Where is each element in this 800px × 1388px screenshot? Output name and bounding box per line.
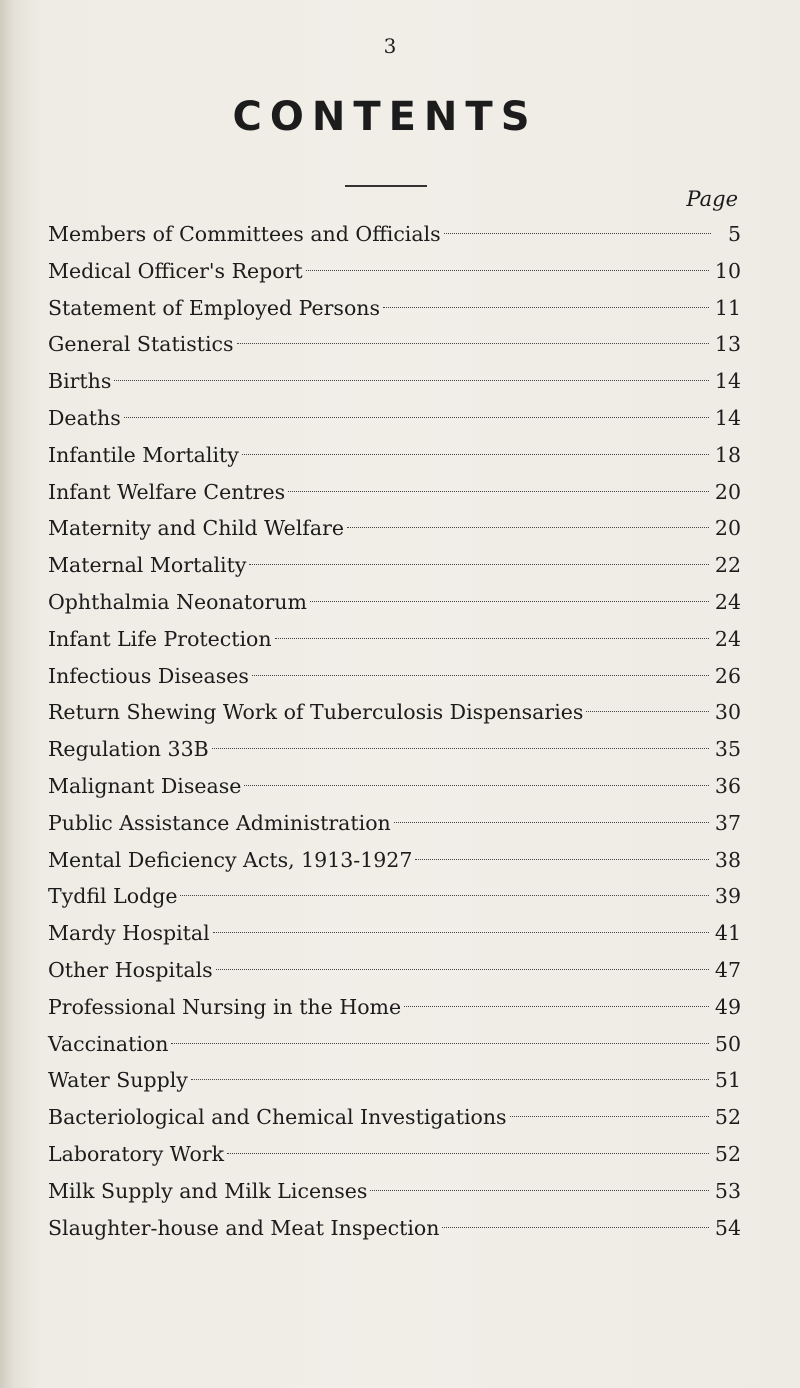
toc-entry-title: Infectious Diseases <box>48 663 249 688</box>
dot-leader <box>249 564 709 565</box>
toc-entry-title: Mardy Hospital <box>48 921 210 946</box>
toc-entry-page: 37 <box>714 810 741 835</box>
page-number: 3 <box>383 34 397 58</box>
toc-entry-title: Maternal Mortality <box>48 553 247 578</box>
toc-entry <box>48 363 741 400</box>
dot-leader <box>237 343 709 344</box>
toc-entry <box>48 1026 741 1063</box>
toc-entry <box>48 842 741 879</box>
dot-leader <box>442 1227 708 1228</box>
toc-entry-page: 5 <box>727 222 741 246</box>
toc-entry-title: Infant Life Protection <box>48 626 272 651</box>
dot-leader <box>370 1190 708 1191</box>
toc-entry-title: Public Assistance Administration <box>48 810 391 835</box>
toc-entry-page: 24 <box>714 626 741 651</box>
toc-entry <box>48 547 741 584</box>
toc-entry-title: Milk Supply and Milk Licenses <box>48 1178 368 1203</box>
toc-entry-page: 51 <box>714 1068 741 1093</box>
toc-entry-page: 50 <box>714 1031 741 1056</box>
toc-entry <box>48 731 741 768</box>
toc-entry-title: Infant Welfare Centres <box>48 479 286 504</box>
toc-entry <box>48 216 741 253</box>
page-column-heading: Page <box>686 187 738 211</box>
dot-leader <box>306 270 709 271</box>
toc-entry <box>48 878 741 915</box>
toc-entry-page: 20 <box>714 479 741 504</box>
toc-entry-page: 38 <box>714 847 741 872</box>
dot-leader <box>275 638 709 639</box>
toc-entry-title: Births <box>48 369 112 394</box>
toc-entry-title: Professional Nursing in the Home <box>48 994 402 1019</box>
dot-leader <box>510 1116 709 1117</box>
dot-leader <box>252 675 709 676</box>
toc-entry-page: 14 <box>714 405 741 430</box>
toc-entry-page: 36 <box>714 773 741 798</box>
toc-entry <box>48 768 741 805</box>
dot-leader <box>347 527 709 528</box>
dot-leader <box>171 1043 708 1044</box>
toc-entry-page: 54 <box>714 1215 741 1240</box>
toc-entry <box>48 805 741 842</box>
title-divider <box>345 185 427 187</box>
dot-leader <box>404 1006 709 1007</box>
dot-leader <box>124 417 709 418</box>
dot-leader <box>227 1153 709 1154</box>
toc-entry-title: Laboratory Work <box>48 1141 225 1166</box>
toc-entry-title: Bacteriological and Chemical Investigations <box>48 1105 507 1130</box>
toc-entry-page: 35 <box>714 737 741 762</box>
dot-leader <box>394 822 709 823</box>
dot-leader <box>244 785 709 786</box>
toc-entry <box>48 437 741 474</box>
toc-entry <box>48 694 741 731</box>
toc-entry <box>48 621 741 658</box>
toc-entry-title: Statement of Employed Persons <box>48 295 381 320</box>
dot-leader <box>444 233 711 234</box>
toc-entry <box>48 915 741 952</box>
toc-entry-page: 49 <box>714 994 741 1019</box>
toc-entry-title: Ophthalmia Neonatorum <box>48 589 307 614</box>
toc-entry <box>48 1062 741 1099</box>
toc-entry-title: Members of Committees and Officials <box>48 222 441 246</box>
dot-leader <box>180 895 708 896</box>
toc-entry-title: Medical Officer's Report <box>48 258 303 283</box>
toc-entry <box>48 989 741 1026</box>
toc-entry <box>48 1210 741 1247</box>
toc-entry-title: Return Shewing Work of Tuberculosis Dispensaries <box>48 700 584 725</box>
dot-leader <box>242 454 709 455</box>
toc-entry-title: Tydfil Lodge <box>48 884 178 909</box>
dot-leader <box>288 491 709 492</box>
toc-entry <box>48 400 741 437</box>
toc-entry-title: Water Supply <box>48 1068 188 1093</box>
toc-entry-page: 52 <box>714 1105 741 1130</box>
dot-leader <box>310 601 709 602</box>
toc-entry <box>48 510 741 547</box>
toc-entry-title: Other Hospitals <box>48 957 213 982</box>
toc-entry-page: 14 <box>714 369 741 394</box>
toc-entry <box>48 253 741 290</box>
dot-leader <box>383 307 709 308</box>
toc-entry-page: 18 <box>714 442 741 467</box>
toc-entry <box>48 952 741 989</box>
dot-leader <box>415 859 709 860</box>
toc-entry <box>48 1173 741 1210</box>
toc-entry <box>48 584 741 621</box>
toc-entry-page: 10 <box>714 258 741 283</box>
toc-entry <box>48 1136 741 1173</box>
dot-leader <box>114 380 709 381</box>
toc-entry-title: General Statistics <box>48 332 234 357</box>
toc-entry-title: Slaughter-house and Meat Inspection <box>48 1215 440 1240</box>
toc-entry-page: 30 <box>714 700 741 725</box>
dot-leader <box>213 932 709 933</box>
toc-entry-title: Vaccination <box>48 1031 169 1056</box>
toc-entry-title: Mental Deficiency Acts, 1913-1927 <box>48 847 413 872</box>
toc-entry <box>48 1099 741 1136</box>
page-title: CONTENTS <box>232 94 538 140</box>
toc-entry <box>48 290 741 327</box>
contents-list <box>48 216 741 1246</box>
toc-entry-title: Malignant Disease <box>48 773 242 798</box>
toc-entry-page: 11 <box>714 295 741 320</box>
toc-entry <box>48 326 741 363</box>
toc-entry-page: 22 <box>714 553 741 578</box>
toc-entry-page: 20 <box>714 516 741 541</box>
toc-entry-title: Infantile Mortality <box>48 442 239 467</box>
toc-entry <box>48 474 741 511</box>
dot-leader <box>586 711 709 712</box>
toc-entry-title: Maternity and Child Welfare <box>48 516 345 541</box>
toc-entry <box>48 658 741 695</box>
toc-entry-page: 52 <box>714 1141 741 1166</box>
toc-entry-page: 47 <box>714 957 741 982</box>
toc-entry-page: 13 <box>714 332 741 357</box>
toc-entry-page: 26 <box>714 663 741 688</box>
dot-leader <box>212 748 709 749</box>
toc-entry-title: Regulation 33B <box>48 737 209 762</box>
dot-leader <box>216 969 709 970</box>
toc-entry-page: 41 <box>714 921 741 946</box>
toc-entry-page: 24 <box>714 589 741 614</box>
toc-entry-title: Deaths <box>48 405 121 430</box>
dot-leader <box>191 1079 709 1080</box>
toc-entry-page: 53 <box>714 1178 741 1203</box>
toc-entry-page: 39 <box>714 884 741 909</box>
